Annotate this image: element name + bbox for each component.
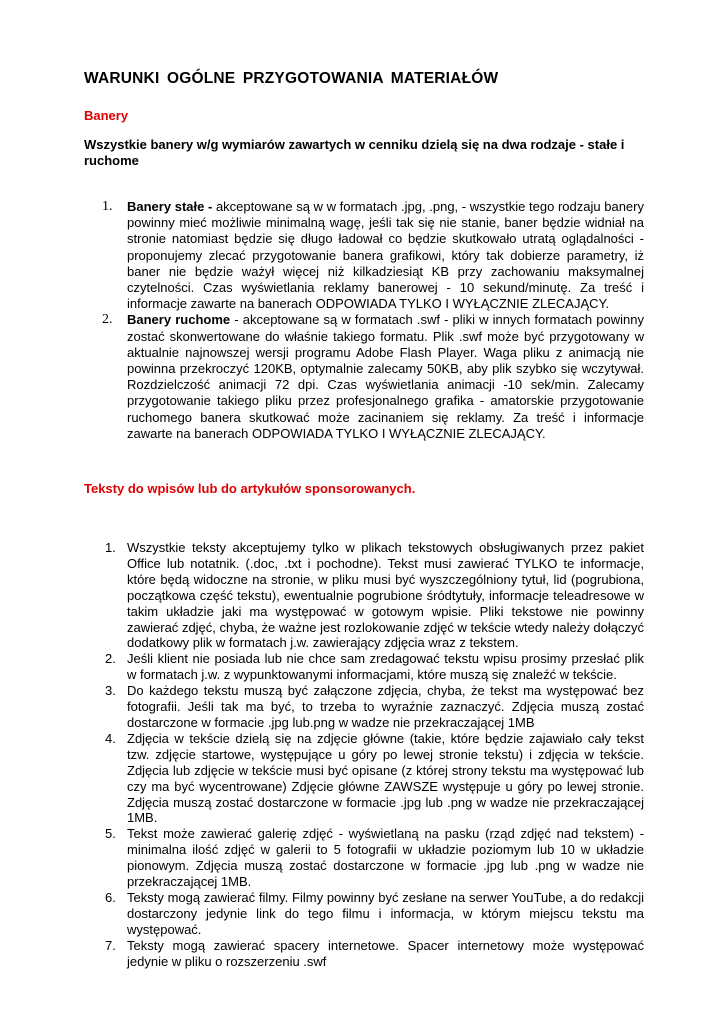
list-item-text: Tekst może zawierać galerię zdjęć - wyświetlaną na pasku (rząd zdjęć nad tekstem) - minimalna ilość zdjęć w galerii to 5 fotografii w układzie poziomym lub 10 w układzie pionowym. Zdjęcia muszą zostać dostarczone w formacie .jpg lub .png w wadze nie przekraczającej 1MB.: [127, 826, 644, 890]
list-item-text: Jeśli klient nie posiada lub nie chce sam zredagować tekstu wpisu prosimy przesłać plik w formatach j.w. z wypunktowanymi informacjami, które muszą się znaleźć w tekście.: [127, 651, 644, 683]
list-number: 3.: [105, 683, 116, 699]
list-item: [102, 199, 644, 312]
list-item: [102, 312, 644, 442]
list-item-text: Wszystkie teksty akceptujemy tylko w plikach tekstowych obsługiwanych przez pakiet Office lub notatnik. (.doc, .txt i pochodne). Tekst musi zawierać TYLKO te informacje, które będą widoczne na stronie, w pliku musi być wyszczególniony tytuł, lid (pogrubiona, początkowa część tekstu), ewentualnie pogrubione śródtytuły, informacje teleadresowe w takim układzie jaki ma występować w gotowym wpisie. Pliki tekstowe nie powinny zawierać zdjęć, chyba, że ważne jest rozlokowanie zdjęć w tekście wtedy należy dołączyć dodatkowy plik w formatach j.w. zawierający zdjęcia wraz z tekstem.: [127, 540, 644, 651]
list-number: 2.: [105, 651, 116, 667]
list-item: [105, 651, 644, 683]
list-item-text: Zdjęcia w tekście dzielą się na zdjęcie główne (takie, które będzie zajawiało cały tekst tzw. zdjęcie startowe, występujące u góry po lewej stronie tekstu) i zdjęcia w tekście. Zdjęcia lub zdjęcie w tekście musi być opisane (z której strony tekstu ma występować lub czy ma być wycentrowane) Zdjęcie główne ZAWSZE występuje u góry po lewej stronie. Zdjęcia muszą zostać dostarczone w formacie .jpg lub .png w wadze nie przekraczającej 1MB.: [127, 730, 644, 826]
list-number: 2.: [102, 312, 113, 328]
section-heading-banery: Banery: [84, 108, 129, 123]
list-item: [105, 889, 644, 938]
list-item: [105, 937, 644, 970]
list-item: [105, 826, 644, 890]
list-item-text: akceptowane są w w formatach .jpg, .png, - wszystkie tego rodzaju banery powinny mieć możliwie minimalną wagę, jeśli tak się nie stanie, baner będzie widniał na stronie natomiast będzie się długo ładował co będzie skutkowało utratą oglądalności - proponujemy zlecać przygotowanie banera grafikowi, który tak dobierze parametry, iż baner nie będzie ważył więcej niż kilkadziesiąt KB przy zachowaniu maksymalnej czytelności. Czas wyświetlania reklamy banerowej - 10 sekund/minutę. Za treść i informacje zawarte na banerach ODPOWIADA TYLKO I WYŁĄCZNIE ZLECAJĄCY.: [127, 199, 644, 312]
list-item: [105, 683, 644, 731]
list-item-text: Teksty mogą zawierać filmy. Filmy powinny być zesłane na serwer YouTube, a do redakcji dostarczony jedynie link do tego filmu i informacja, w którym miejscu tekstu ma występować.: [127, 889, 644, 937]
list-item-text: Teksty mogą zawierać spacery internetowe. Spacer internetowy może występować jedynie w pliku o rozszerzeniu .swf: [127, 937, 644, 969]
banner-list: [102, 199, 644, 442]
list-item-lead: Banery ruchome: [127, 312, 231, 328]
list-number: 1.: [102, 199, 113, 214]
list-item: [105, 540, 644, 651]
section-intro: Wszystkie banery w/g wymiarów zawartych w cenniku dzielą się na dwa rodzaje - stałe i ruchome: [84, 137, 625, 168]
document-title: WARUNKI OGÓLNE PRZYGOTOWANIA MATERIAŁÓW: [84, 70, 499, 87]
list-number: 5.: [105, 826, 116, 842]
list-item-lead: Banery stałe -: [127, 199, 213, 214]
list-item-text: Do każdego tekstu muszą być załączone zdjęcia, chyba, że tekst ma występować bez fotografii. Jeśli tak ma być, to trzeba to wyraźnie zaznaczyć. Zdjęcia muszą zostać dostarczone w formacie .jpg lub.png w wadze nie przekraczającej 1MB: [127, 683, 644, 730]
list-number: 1.: [105, 540, 116, 555]
text-list: [105, 540, 644, 969]
list-number: 4.: [105, 730, 116, 746]
list-item-text: - akceptowane są w formatach .swf - pliki w innych formatach powinny zostać skonwertowane do właśnie takiego formatu. Plik .swf może być przygotowany w aktualnie najnowszej wersji programu Adobe Flash Player. Waga pliku z animacją nie powinna przekroczyć 120KB, optymalnie zalecamy 50KB, aby plik szybko się wczytywał. Rozdzielczość animacji 72 dpi. Czas wyświetlania animacji -10 sek/min. Zalecamy przygotowanie takiego pliku przez profesjonalnego grafika - amatorskie przygotowanie ruchomego banera skutkować może zacinaniem się reklamy. Za treść i informacje zawarte na banerach ODPOWIADA TYLKO I WYŁĄCZNIE ZLECAJĄCY.: [127, 312, 644, 441]
list-number: 7.: [105, 937, 116, 953]
section-heading-teksty: Teksty do wpisów lub do artykułów sponsorowanych.: [84, 481, 416, 496]
list-item: [105, 730, 644, 826]
list-number: 6.: [105, 889, 116, 905]
